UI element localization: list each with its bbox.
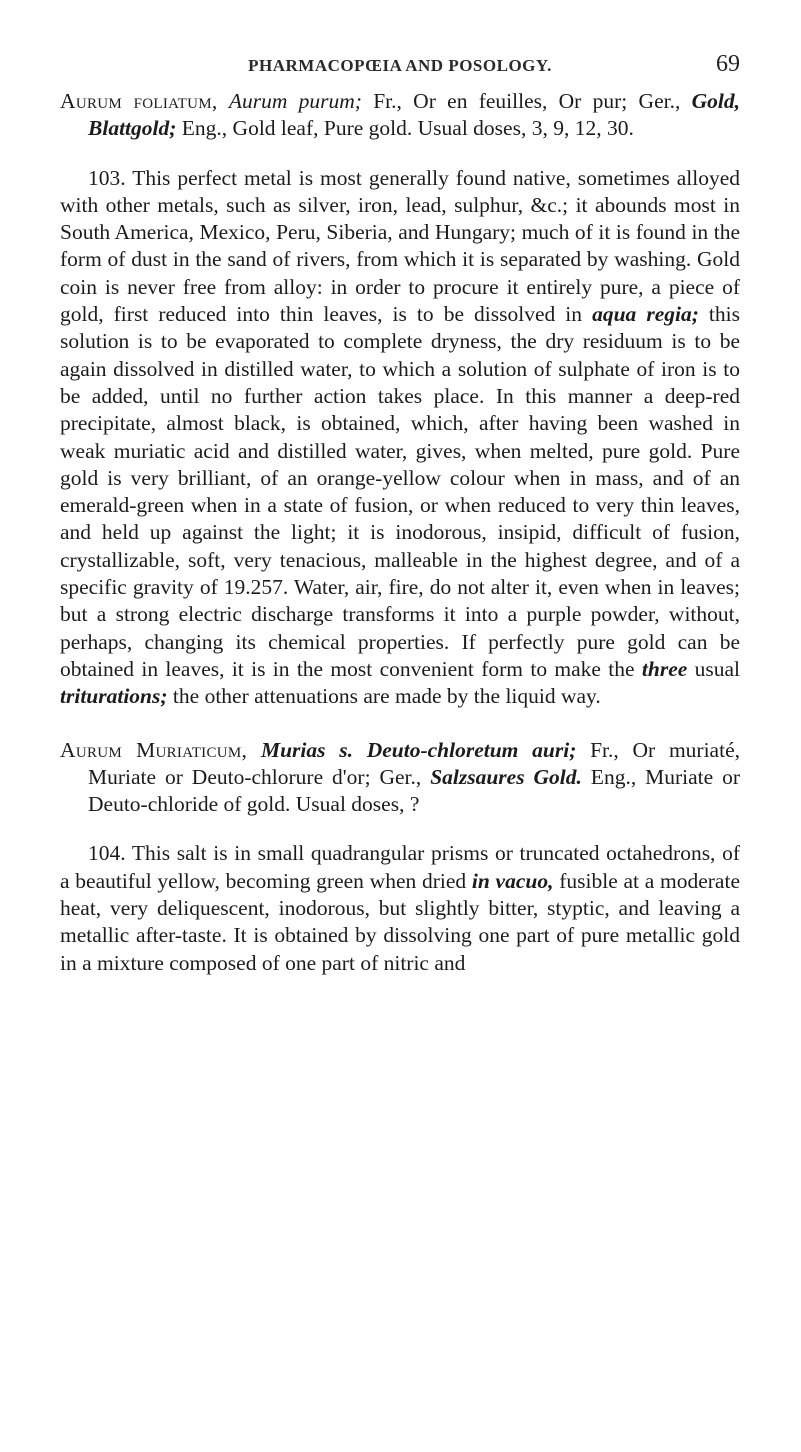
entry-text: Fr., Or muriaté, Muriate or Deuto-chlorure d'or; Ger., xyxy=(88,737,740,789)
body-text xyxy=(60,88,740,977)
spacer xyxy=(60,143,740,165)
paragraph-text: 103. This perfect metal is most generally found native, sometimes alloyed with other metals, such as silver, iron, lead, sulphur, &c.; it abounds most in South America, Mexico, Peru, Siberia, and Hungary; much of it is found in the form of dust in the sand of rivers, from which it is separated by washing. Gold coin is never free from alloy: in order to procure it entirely pure, a piece of gold, first reduced into thin leaves, is to be dissolved in xyxy=(60,165,740,327)
latin-synonym: Aurum purum; xyxy=(228,89,362,113)
running-title: PHARMACOPŒIA AND POSOLOGY. xyxy=(248,56,552,75)
german-name: Salzsaures Gold. xyxy=(430,764,582,789)
page-number: 69 xyxy=(716,51,740,77)
entry-aurum-foliatum xyxy=(60,88,740,143)
paragraph-italic: aqua regia; xyxy=(592,302,699,327)
paragraph-text: usual xyxy=(687,656,740,681)
entry-text: Eng., Muriate or Deuto-chloride of gold. Usual doses, ? xyxy=(88,764,740,817)
paragraph-italic: in vacuo, xyxy=(471,868,554,893)
paragraph-text: the other attenuations are made by the liquid way. xyxy=(167,684,601,709)
paragraph-text: this solution is to be evaporated to complete dryness, the dry residuum is to be again dissolved in distilled water, to which a solution of sulphate of iron is to be added, until no further action takes place. In this manner a deep-red precipitate, almost black, is obtained, which, after having been washed in weak muriatic acid and distilled water, gives, when melted, pure gold. Pure gold is very brilliant, of an orange-yellow colour when in mass, and of an emerald-green when in a state of fusion, or when reduced to very thin leaves, and held up against the light; it is inodorous, insipid, difficult of fusion, crystallizable, soft, very tenacious, malleable in the highest degree, and of a specific gravity of 19.257. Water, air, fire, do not alter it, even when in leaves; but a strong electric discharge transforms it into a purple powder, without, perhaps, changing its chemical properties. If perfectly pure gold can be obtained in leaves, it is in the most convenient form to make the xyxy=(60,302,740,681)
paragraph-italic: triturations; xyxy=(60,684,168,709)
entry-text: Fr., Or en feuilles, Or pur; Ger., xyxy=(361,89,692,113)
entry-headword: Aurum foliatum, xyxy=(60,89,218,113)
german-name: Gold, Blattgold; xyxy=(88,89,740,141)
entry-headword: Aurum Muriaticum, xyxy=(60,737,248,762)
running-head xyxy=(60,51,740,80)
paragraph-italic: three xyxy=(641,656,688,681)
latin-synonym: Murias s. Deuto-chloretum auri; xyxy=(260,737,577,762)
entry-aurum-muriaticum xyxy=(60,737,740,819)
paragraph-text: fusible at a moderate heat, very deliquescent, inodorous, but slightly bitter, styptic, and leaving a metallic after-taste. It is obtained by dissolving one part of pure metallic gold in a mixture composed of one part of nitric and xyxy=(60,868,740,975)
spacer xyxy=(60,818,740,840)
entry-text: Eng., Gold leaf, Pure gold. Usual doses, 3, 9, 12, 30. xyxy=(176,116,634,141)
paragraph-103 xyxy=(60,165,740,711)
paragraph-104 xyxy=(60,840,740,976)
spacer xyxy=(60,711,740,737)
paragraph-text: 104. This salt is in small quadrangular prisms or truncated octahedrons, of a beautiful yellow, becoming green when dried xyxy=(60,841,740,893)
